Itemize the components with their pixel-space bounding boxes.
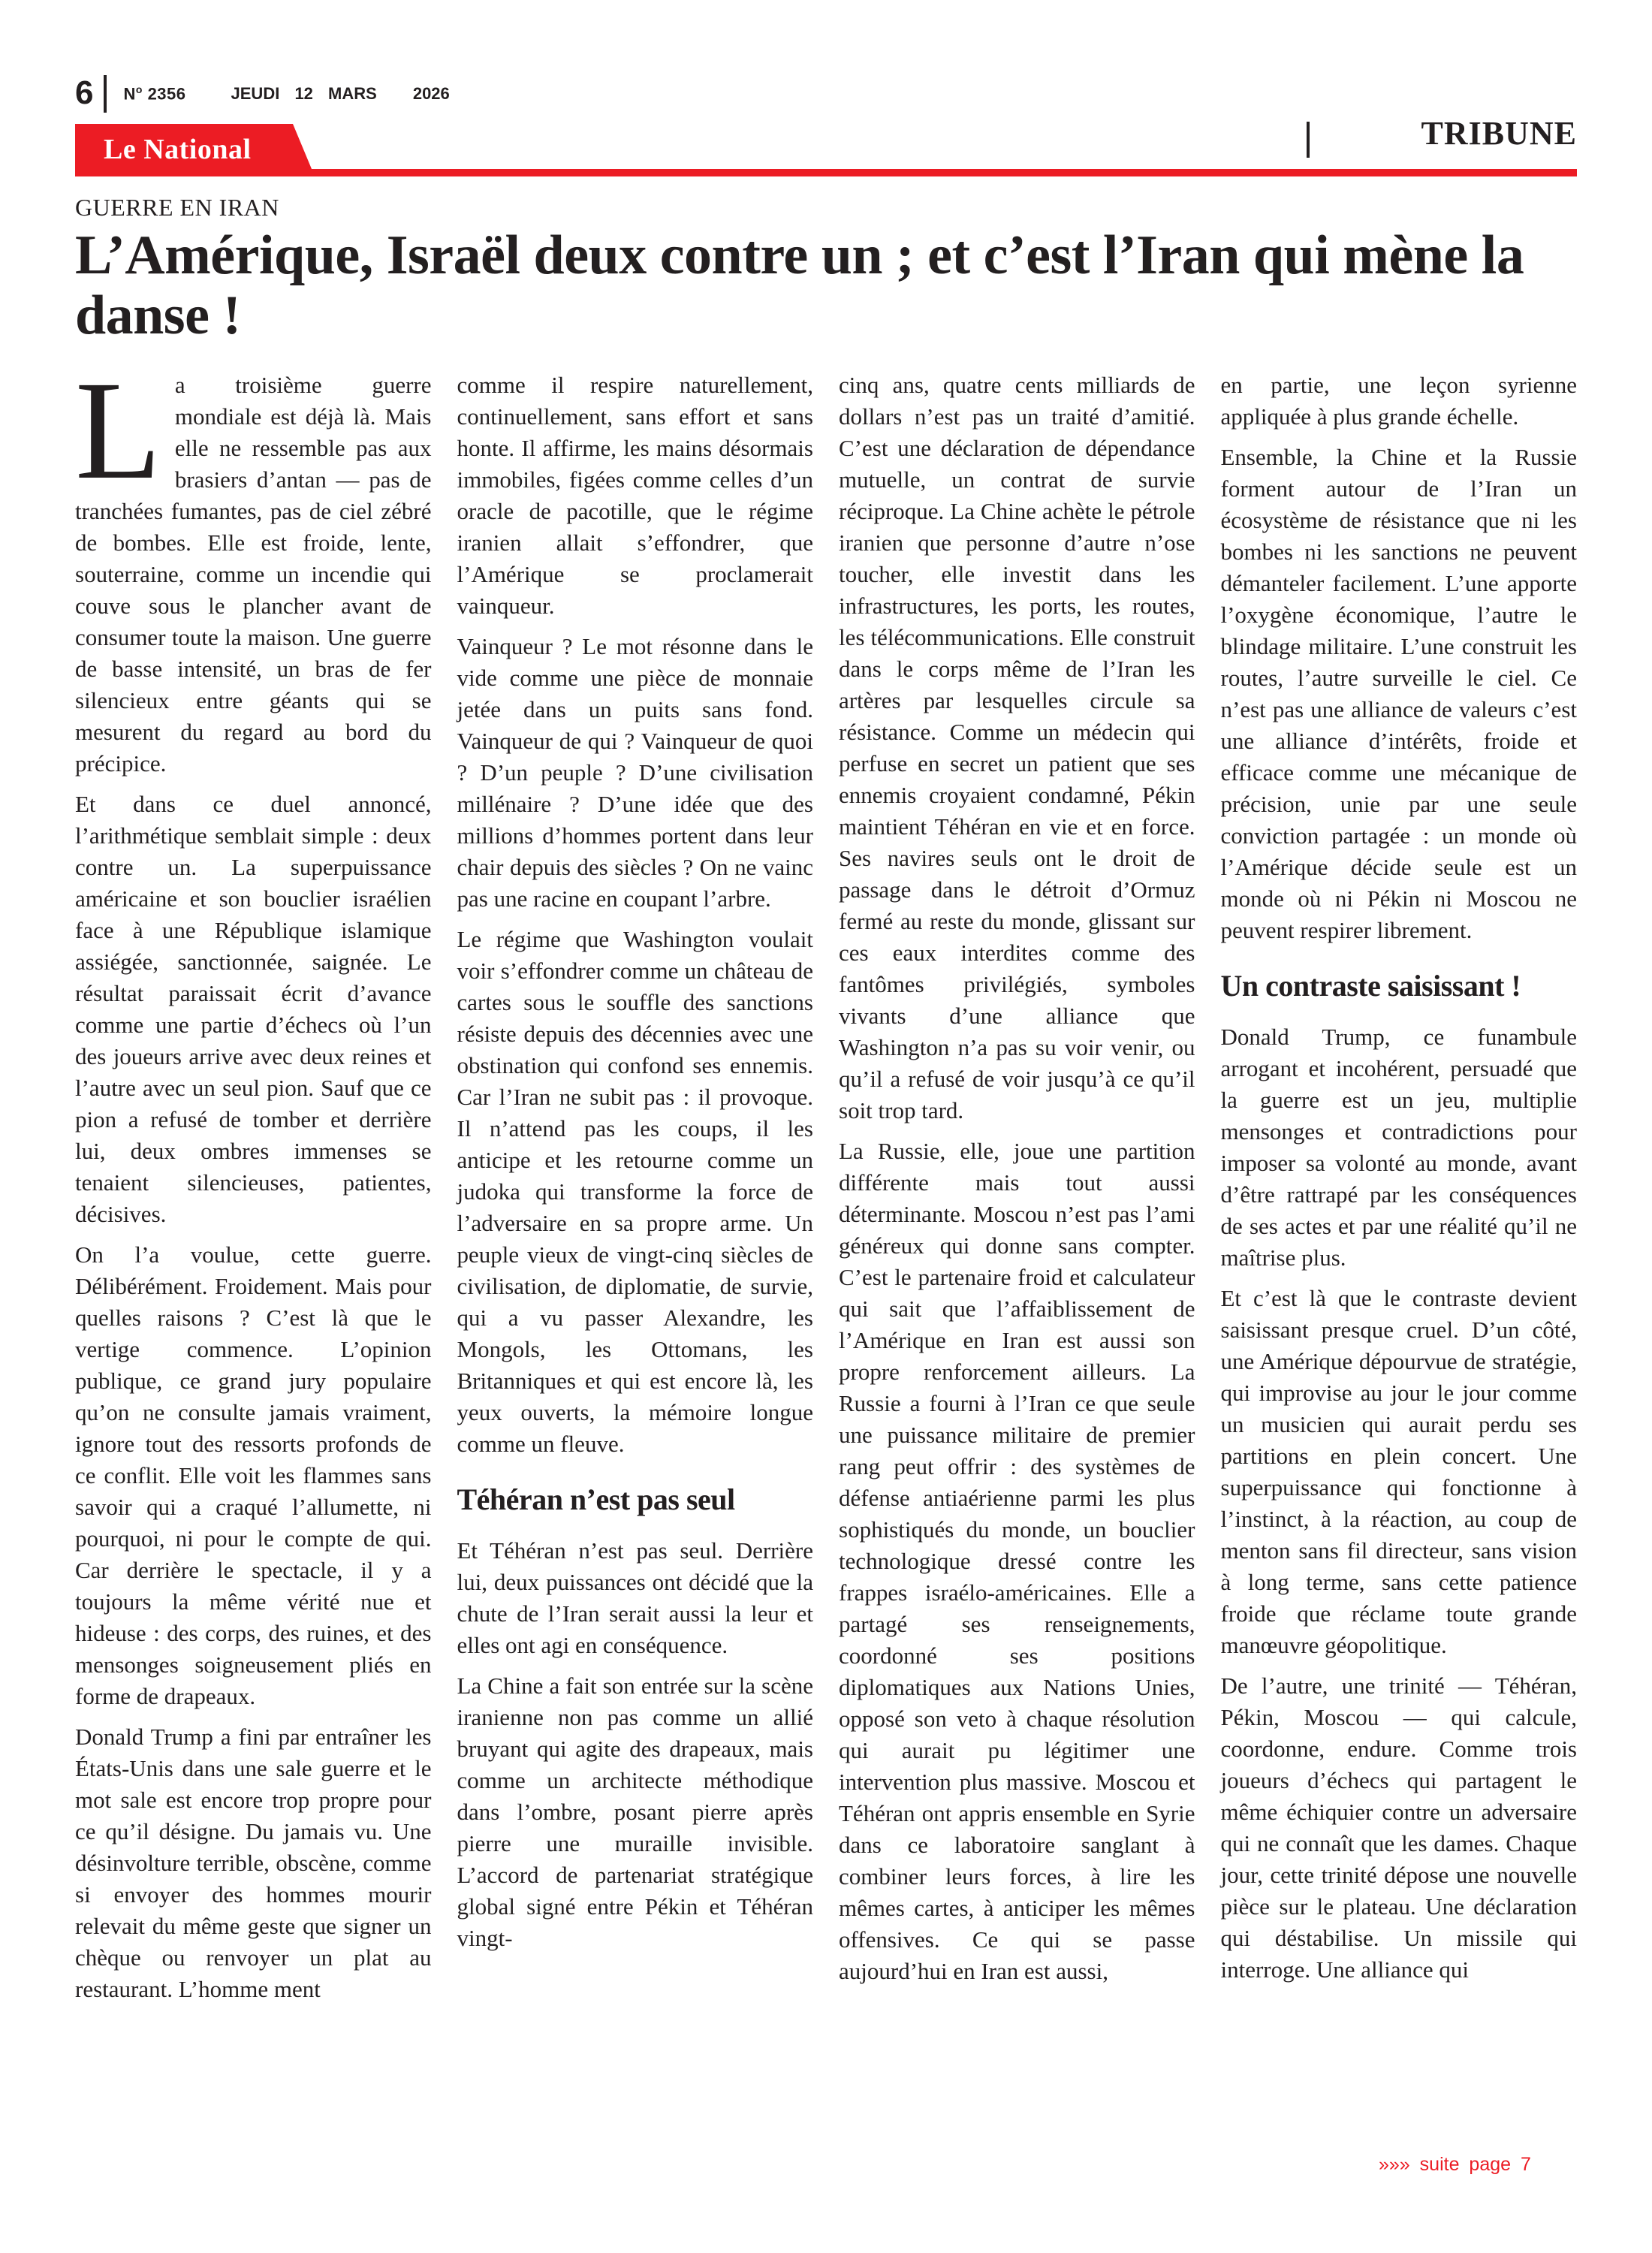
paragraph: Le régime que Washington voulait voir s’effondrer comme un château de cartes sous le souffle des sanctions résiste depuis des décennies avec une obstination qui confond ses ennemis. Car l’Iran ne subit pas : il provoque. Il n’attend pas les coups, il les anticipe et les retourne comme un judoka qui transforme la force de l’adversaire en sa propre arme. Un peuple vieux de vingt-cinq siècles de civilisation, de diplomatie, de survie, qui a vu passer Alexandre, les Mongols, les Ottomans, les Britanniques et qui est encore là, les yeux ouverts, la mémoire longue comme un fleuve. — [457, 926, 813, 1457]
year: 2026 — [412, 84, 450, 103]
paragraph — [75, 351, 432, 780]
paragraph: La Chine a fait son entrée sur la scène iranienne non pas comme un allié bruyant qui agite des drapeaux, mais comme un architecte méthodique dans l’ombre, posant pierre après pierre une muraille invisible. L’accord de partenariat stratégique global signé entre Pékin et Téhéran vingt- — [457, 1672, 813, 1951]
paragraph: Ensemble, la Chine et la Russie forment autour de l’Iran un écosystème de résistance que ni les bombes ni les sanctions ne peuvent démanteler facilement. L’une apporte l’oxygène économique, l’autre le blindage militaire. L’une construit les routes, l’autre surveille le ciel. Ce n’est pas une alliance de valeurs c’est une alliance d’intérêts, froide et efficace comme une mécanique de précision, unie par une seule conviction partagée : un monde où l’Amérique décide seule est un monde où ni Pékin ni Moscou ne peuvent respirer librement. — [1220, 444, 1577, 943]
issue-prefix: N — [123, 84, 136, 104]
column-1 — [75, 351, 432, 2172]
issue-date — [231, 84, 377, 104]
paragraph: Donald Trump, ce funambule arrogant et incohérent, persuadé que la guerre est un jeu, multiplie mensonges et contradictions pour imposer sa volonté au monde, avant d’être rattrapé par les conséquences de ses actes et par une réalité qu’il ne maîtrise plus. — [1220, 1024, 1577, 1271]
continuation-arrows-icon: »»» — [1379, 2154, 1410, 2175]
continuation-label: suite page 7 — [1419, 2154, 1531, 2175]
section-divider — [1307, 122, 1310, 158]
continuation-link[interactable] — [1379, 2154, 1531, 2176]
paragraph: Donald Trump a fini par entraîner les États-Unis dans une sale guerre et le mot sale est encore trop propre pour ce qu’il désigne. Du jamais vu. Une désinvolture terrible, obscène, comme si envoyer des hommes mourir relevait du même geste que signer un chèque ou renvoyer un plat au restaurant. L’homme ment — [75, 1724, 432, 2002]
column-3 — [839, 369, 1195, 2172]
drop-cap: L — [75, 351, 161, 508]
subheading: Un contraste saisissant ! — [1220, 969, 1521, 1003]
paragraph: comme il respire naturellement, continuellement, sans effort et sans honte. Il affirme, les mains désormais immobiles, figées comme celles d’un oracle de pacotille, que le régime iranien allait s’effondrer, que l’Amérique se proclamerait vainqueur. — [457, 372, 813, 619]
article-body — [75, 351, 1577, 2172]
column-4 — [1221, 369, 1578, 2172]
article-title: L’Amérique, Israël deux contre un ; et c’est l’Iran qui mène la danse ! — [75, 225, 1524, 346]
subheading: Téhéran n’est pas seul — [457, 1482, 735, 1516]
brand-band — [75, 124, 1577, 176]
month: MARS — [328, 84, 377, 103]
paragraph: Et Téhéran n’est pas seul. Derrière lui, deux puissances ont décidé que la chute de l’Iran serait aussi la leur et elles ont agi en conséquence. — [457, 1537, 813, 1658]
paragraph: De l’autre, une trinité — Téhéran, Pékin, Moscou — qui calcule, coordonne, endure. Comme trois joueurs d’échecs qui partagent le même échiquier contre un adversaire qui ne connaît que les dames. Chaque jour, cette trinité dépose une nouvelle pièce sur le plateau. Une déclaration qui déstabilise. Un missile qui interroge. Une alliance qui — [1220, 1672, 1577, 1983]
page-meta — [75, 75, 450, 113]
paragraph: Et c’est là que le contraste devient saisissant presque cruel. D’un côté, une Amérique dépourvue de stratégie, qui improvise au jour le jour comme un musicien qui aurait perdu ses partitions en plein concert. Une superpuissance qui fonctionne à l’instinct, à la réaction, au coup de menton sans fil directeur, sans vision à long terme, sans cette patience froide que réclame toute grande manœuvre géopolitique. — [1220, 1285, 1577, 1658]
article-kicker: GUERRE EN IRAN — [75, 194, 279, 221]
paragraph-text: a troisième guerre mondiale est déjà là. Mais elle ne ressemble pas aux brasiers d’antan — pas de tranchées fumantes, pas de ciel zébré de bombes. Elle est froide, lente, souterraine, comme un incendie qui couve sous le plancher avant de consumer toute la maison. Une guerre de basse intensité, un bras de fer silencieux entre géants qui se mesurent du regard au bord du précipice. — [75, 372, 432, 777]
weekday: JEUDI — [231, 84, 280, 103]
day: 12 — [294, 84, 313, 103]
issue-sup: o — [135, 83, 143, 96]
section-label: TRIBUNE — [1421, 115, 1577, 152]
issue-number — [123, 83, 185, 104]
paragraph: cinq ans, quatre cents milliards de dollars n’est pas un traité d’amitié. C’est une déclaration de dépendance mutuelle, un contrat de survie réciproque. La Chine achète le pétrole iranien que personne d’autre n’ose toucher, elle investit dans les infrastructures, les ports, les routes, les télécommunications. Elle construit dans le corps même de l’Iran les artères par lesquelles circule sa résistance. Comme un médecin qui perfuse en secret un patient que ses ennemis croyaient condamné, Pékin maintient Téhéran en vie et en force. Ses navires seuls ont le droit de passage dans le détroit d’Ormuz fermé au reste du monde, glissant sur ces eaux interdites comme des fantômes privilégiés, symboles vivants d’une alliance que Washington n’a pas su voir venir, ou qu’il a refusé de voir jusqu’à ce qu’il soit trop tard. — [839, 372, 1195, 1123]
column-2 — [457, 369, 814, 2172]
paragraph: Et dans ce duel annoncé, l’arithmétique semblait simple : deux contre un. La superpuissance américaine et son bouclier israélien face à une République islamique assiégée, sanctionnée, saignée. Le résultat paraissait écrit d’avance comme une partie d’échecs où l’un des joueurs arrive avec deux reines et l’autre avec un seul pion. Sauf que ce pion a refusé de tomber et derrière lui, deux ombres immenses se tenaient silencieuses, patientes, décisives. — [75, 791, 432, 1227]
brand-label: Le National — [104, 134, 252, 165]
paragraph: On l’a voulue, cette guerre. Délibérément. Froidement. Mais pour quelles raisons ? C’est là que le vertige commence. L’opinion publique, ce grand jury populaire qu’on ne consulte jamais vraiment, ignore tout des ressorts profonds de ce conflit. Elle voit les flammes sans savoir qui a craqué l’allumette, ni pourquoi, ni pour le compte de qui. Car derrière le spectacle, il y a toujours la même vérité nue et hideuse : des corps, des ruines, et des mensonges soigneusement pliés en forme de drapeaux. — [75, 1241, 432, 1709]
page-number: 6 — [75, 75, 107, 113]
paragraph: en partie, une leçon syrienne appliquée à plus grande échelle. — [1220, 372, 1577, 430]
issue-number-value: 2356 — [147, 84, 186, 104]
paragraph: Vainqueur ? Le mot résonne dans le vide comme une pièce de monnaie jetée dans un puits sans fond. Vainqueur de qui ? Vainqueur de quoi ? D’un peuple ? D’une civilisation millénaire ? D’une idée que des millions d’hommes portent dans leur chair depuis des siècles ? On ne vainc pas une racine en coupant l’arbre. — [457, 633, 813, 912]
paragraph: La Russie, elle, joue une partition différente mais tout aussi déterminante. Moscou n’est pas l’ami généreux qui donne sans compter. C’est le partenaire froid et calculateur qui sait que l’affaiblissement de l’Amérique en Iran est aussi son propre renforcement ailleurs. La Russie a fourni à l’Iran ce que seule une puissance militaire de premier rang peut offrir : des systèmes de défense antiaérienne parmi les plus sophistiqués du monde, un bouclier technologique dressé contre les frappes israélo-américaines. Elle a partagé ses renseignements, coordonné ses positions diplomatiques aux Nations Unies, opposé son veto à chaque résolution qui aurait pu légitimer une intervention plus massive. Moscou et Téhéran ont appris ensemble en Syrie dans ce laboratoire sanglant à combiner leurs forces, à lire les mêmes cartes, à anticiper les mêmes offensives. Ce qui se passe aujourd’hui en Iran est aussi, — [839, 1138, 1195, 1984]
